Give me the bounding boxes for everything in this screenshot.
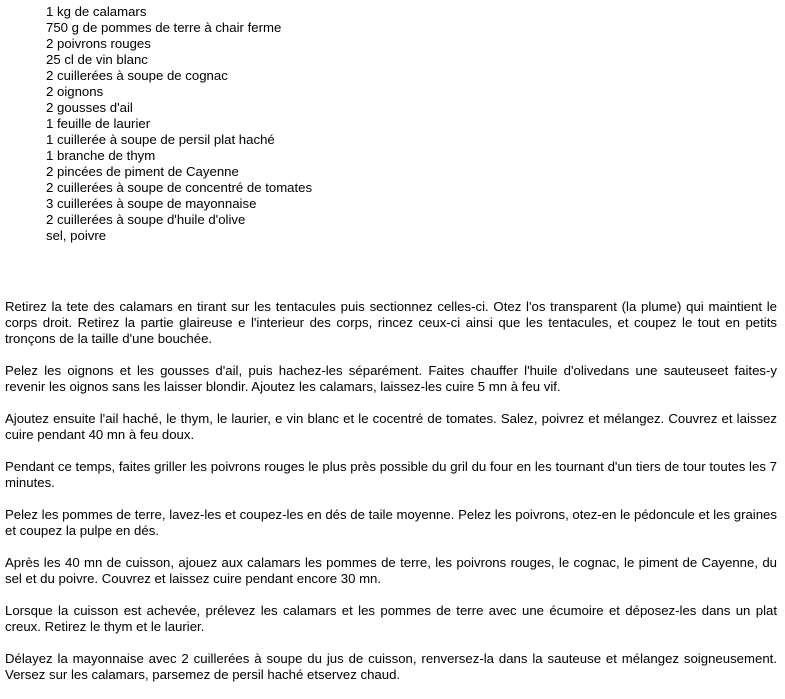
- ingredient-item: 1 kg de calamars: [46, 4, 147, 19]
- step-paragraph: Pelez les pommes de terre, lavez-les et coupez-les en dés de taile moyenne. Pelez les poivrons, otez-en le pédoncule et les graines et coupez la pulpe en dés.: [5, 507, 777, 538]
- step-paragraph: Lorsque la cuisson est achevée, prélevez les calamars et les pommes de terre avec une écumoire et déposez-les dans un plat creux. Retirez le thym et le laurier.: [5, 603, 777, 634]
- ingredient-item: sel, poivre: [46, 228, 107, 243]
- ingredient-item: 1 cuillerée à soupe de persil plat haché: [46, 132, 275, 147]
- ingredient-item: 1 branche de thym: [46, 148, 156, 163]
- ingredient-item: 2 cuillerées à soupe de concentré de tomates: [46, 180, 313, 195]
- preparation-steps: [5, 299, 777, 699]
- ingredient-item: 2 cuillerées à soupe d'huile d'olive: [46, 212, 246, 227]
- ingredient-item: 2 gousses d'ail: [46, 100, 133, 115]
- step-paragraph: Pendant ce temps, faites griller les poivrons rouges le plus près possible du gril du four en les tournant d'un tiers de tour toutes les 7 minutes.: [5, 459, 777, 490]
- step-paragraph: Après les 40 mn de cuisson, ajouez aux calamars les pommes de terre, les poivrons rouges, le cognac, le piment de Cayenne, du sel et du poivre. Couvrez et laissez cuire pendant encore 30 mn.: [5, 555, 777, 586]
- ingredient-list: [46, 4, 312, 244]
- ingredient-item: 2 pincées de piment de Cayenne: [46, 164, 239, 179]
- ingredient-item: 750 g de pommes de terre à chair ferme: [46, 20, 282, 35]
- ingredient-item: 2 cuillerées à soupe de cognac: [46, 68, 228, 83]
- ingredient-item: 2 poivrons rouges: [46, 36, 151, 51]
- step-paragraph: Ajoutez ensuite l'ail haché, le thym, le laurier, e vin blanc et le cocentré de tomates. Salez, poivrez et mélangez. Couvrez et laissez cuire pendant 40 mn à feu doux.: [5, 411, 777, 442]
- ingredient-item: 2 oignons: [46, 84, 104, 99]
- ingredient-item: 25 cl de vin blanc: [46, 52, 148, 67]
- ingredient-item: 3 cuillerées à soupe de mayonnaise: [46, 196, 257, 211]
- step-paragraph: Délayez la mayonnaise avec 2 cuillerées à soupe du jus de cuisson, renversez-la dans la sauteuse et mélangez soigneusement. Versez sur les calamars, parsemez de persil haché etservez chaud.: [5, 651, 777, 682]
- step-paragraph: Pelez les oignons et les gousses d'ail, puis hachez-les séparément. Faites chauffer l'huile d'olivedans une sauteuseet faites-y revenir les oignos sans les laisser blondir. Ajoutez les calamars, laissez-les cuire 5 mn à feu vif.: [5, 363, 777, 394]
- ingredient-item: 1 feuille de laurier: [46, 116, 151, 131]
- step-paragraph: Retirez la tete des calamars en tirant sur les tentacules puis sectionnez celles-ci. Otez l'os transparent (la plume) qui maintient le corps droit. Retirez la partie glaireuse e l'interieur des corps, rincez ceux-ci ainsi que les tentacules, et coupez le tout en petits tronçons de la taille d'une bouchée.: [5, 299, 777, 346]
